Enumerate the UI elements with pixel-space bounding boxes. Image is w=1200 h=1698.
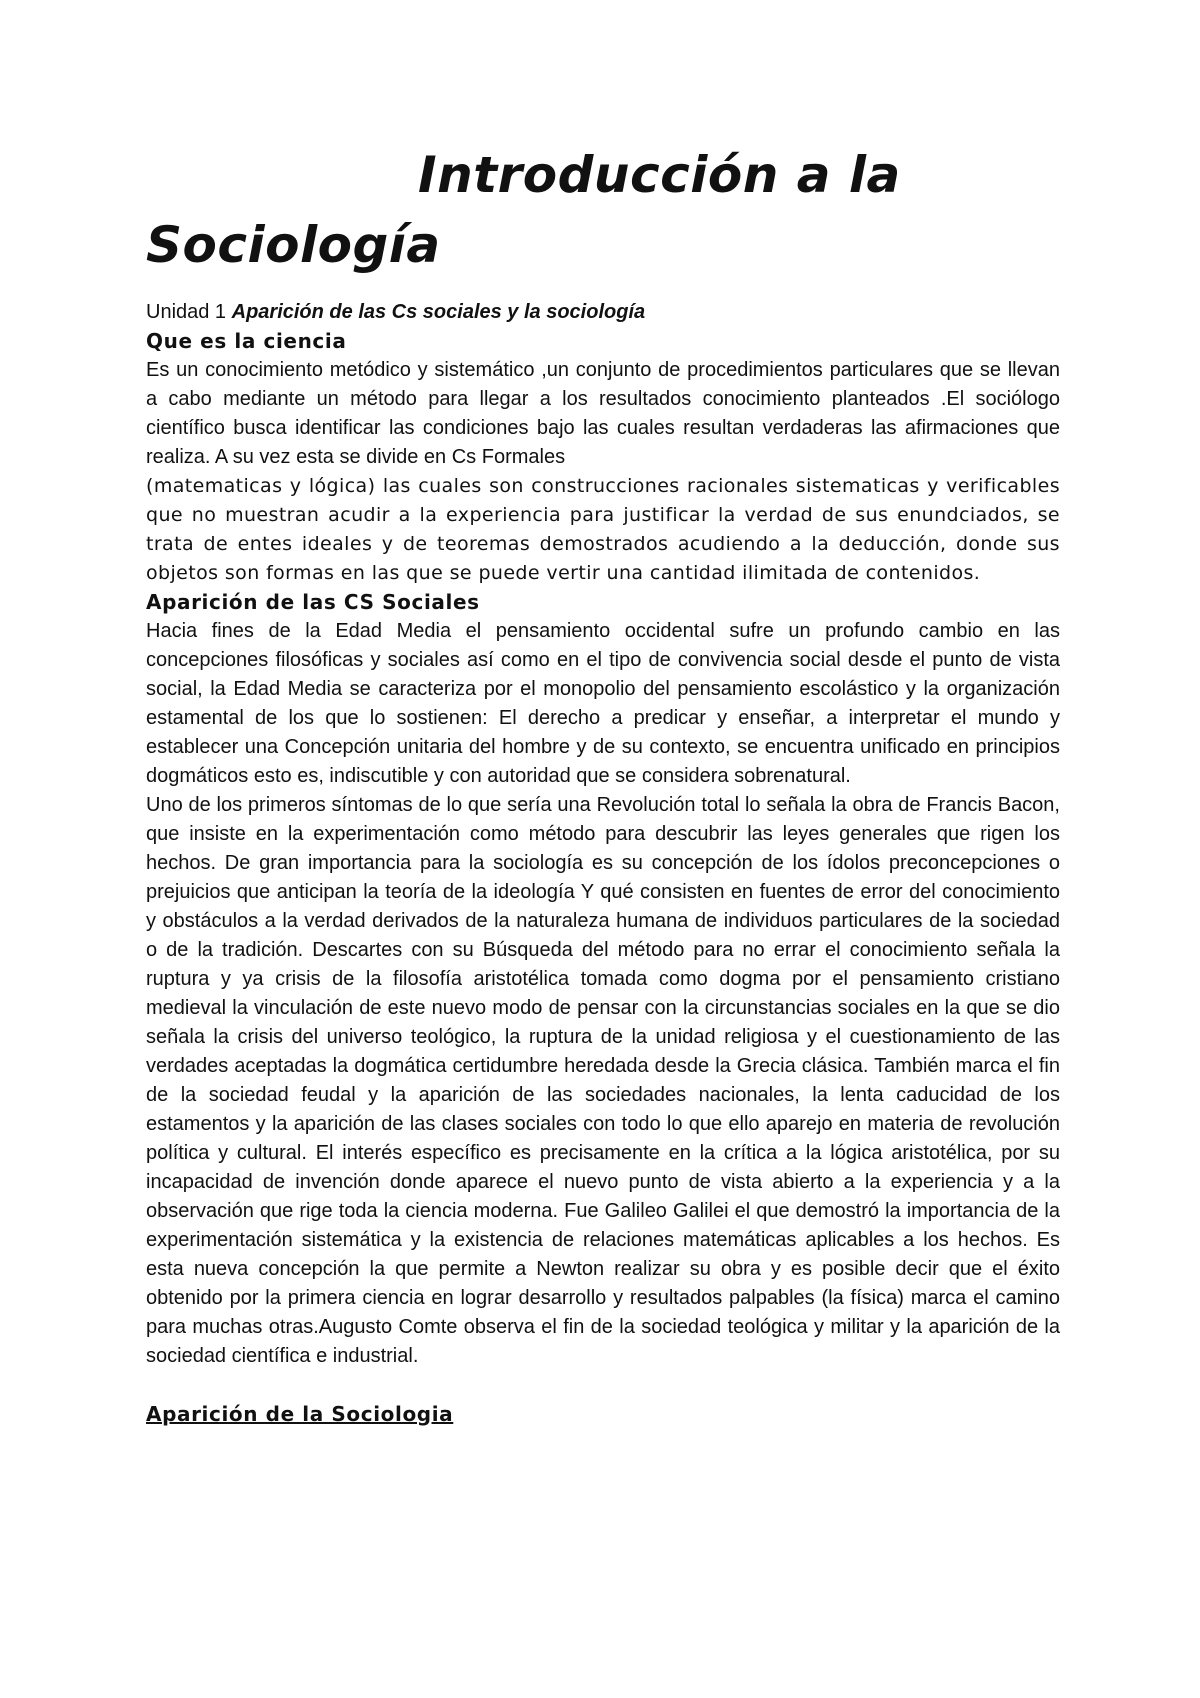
unit-line — [146, 298, 1060, 327]
paragraph-ciencia-formales: (matematicas y lógica) las cuales son construcciones racionales sistematicas y verificables que no muestran acudir a la experiencia para justificar la verdad de sus enundciados, se trata de entes ideales y de teoremas demostrados acudiendo a la deducción, donde sus objetos son formas en las que se puede vertir una cantidad ilimitada de contenidos. — [146, 475, 1060, 584]
unit-prefix: Unidad 1 — [146, 301, 227, 323]
document-body — [146, 140, 1060, 1429]
document-title — [146, 140, 1060, 280]
title-line-1: Introducción a la — [418, 146, 901, 204]
paragraph-edad-media: Hacia fines de la Edad Media el pensamiento occidental sufre un profundo cambio en las concepciones filosóficas y sociales así como en el tipo de convivencia social desde el punto de vista social, la Edad Media se caracteriza por el monopolio del pensamiento escolástico y la organización estamental de los que lo sostienen: El derecho a predicar y enseñar, a interpretar el mundo y establecer una Concepción unitaria del hombre y de su contexto, se encuentra unificado en principios dogmáticos esto es, indiscutible y con autoridad que se considera sobrenatural. — [146, 620, 1060, 787]
heading-aparicion-cs-sociales: Aparición de las CS Sociales — [146, 590, 480, 614]
heading-que-es-la-ciencia: Que es la ciencia — [146, 329, 347, 353]
paragraph-revolucion: Uno de los primeros síntomas de lo que sería una Revolución total lo señala la obra de Francis Bacon, que insiste en la experimentación como método para descubrir las leyes generales que rigen los hechos. De gran importancia para la sociología es su concepción de los ídolos preconcepciones o prejuicios que anticipan la teoría de la ideología Y qué consisten en fuentes de error del conocimiento y obstáculos a la verdad derivados de la naturaleza humana de individuos particulares de la sociedad o de la tradición. Descartes con su Búsqueda del método para no errar el conocimiento señala la ruptura y ya crisis de la filosofía aristotélica tomada como dogma por el pensamiento cristiano medieval la vinculación de este nuevo modo de pensar con la circunstancias sociales en la que se dio señala la crisis del universo teológico, la ruptura de la unidad religiosa y el cuestionamiento de las verdades aceptadas la dogmática certidumbre heredada desde la Grecia clásica. También marca el fin de la sociedad feudal y la aparición de las sociedades nacionales, la lenta caducidad de los estamentos y la aparición de las clases sociales con todo lo que ello aparejo en materia de revolución política y cultural. El interés específico es precisamente en la crítica a la lógica aristotélica, por su incapacidad de invención donde aparece el nuevo punto de vista abierto a la experiencia y a la observación que rige toda la ciencia moderna. Fue Galileo Galilei el que demostró la importancia de la experimentación sistemática y la existencia de relaciones matemáticas aplicables a los hechos. Es esta nueva concepción la que permite a Newton realizar su obra y es posible decir que el éxito obtenido por la primera ciencia en lograr desarrollo y resultados palpables (la física) marca el camino para muchas otras.Augusto Comte observa el fin de la sociedad teológica y militar y la aparición de la sociedad científica e industrial. — [146, 794, 1060, 1367]
heading-aparicion-sociologia: Aparición de la Sociologia — [146, 1402, 454, 1426]
title-line-2: Sociología — [146, 216, 441, 274]
paragraph-ciencia-intro: Es un conocimiento metódico y sistemático ,un conjunto de procedimientos particulares que se llevan a cabo mediante un método para llegar a los resultados conocimiento planteados .El sociólogo científico busca identificar las condiciones bajo las cuales resultan verdaderas las afirmaciones que realiza. A su vez esta se divide en Cs Formales — [146, 359, 1060, 468]
unit-title: Aparición de las Cs sociales y la sociología — [231, 301, 646, 323]
blank-line — [146, 1371, 1060, 1400]
